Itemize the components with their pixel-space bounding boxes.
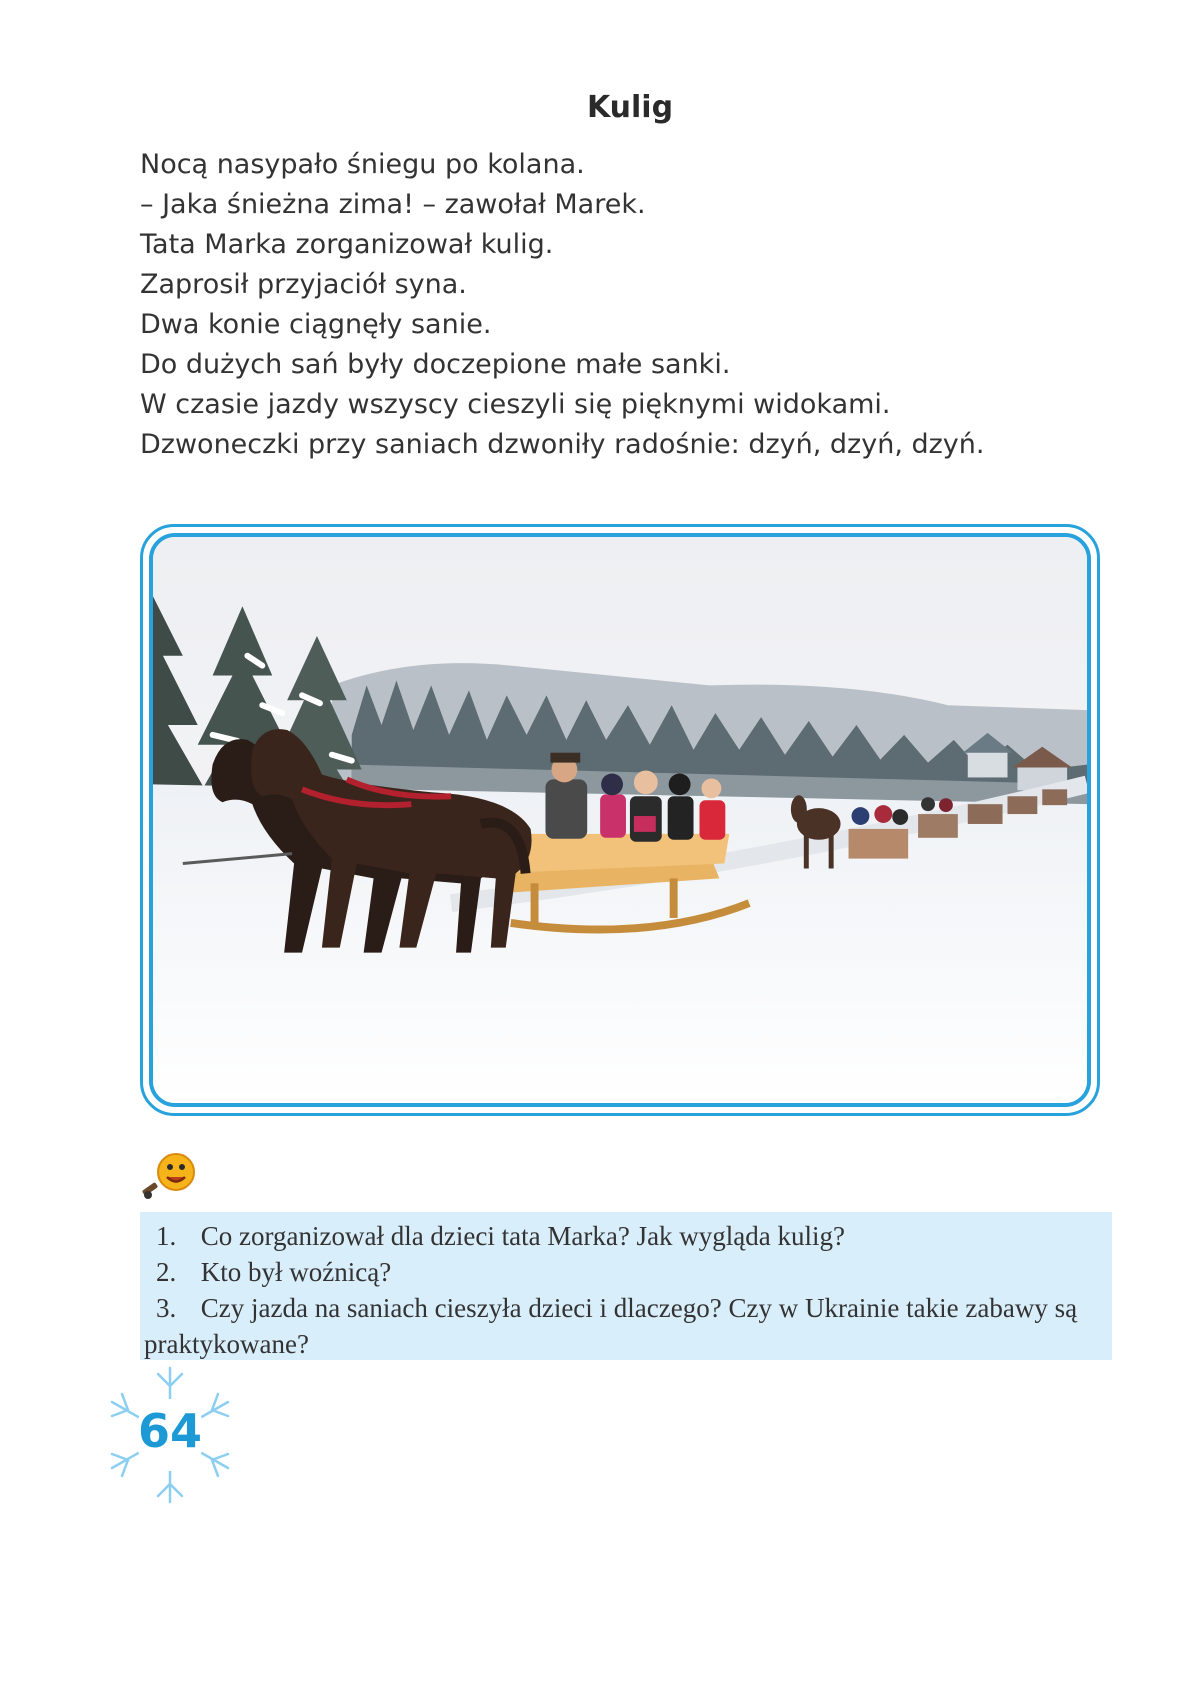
question-number: 1. [156,1221,177,1251]
page-number: 64 [137,1404,202,1458]
question-text: Czy jazda na saniach cieszyła dzieci i dlaczego? Czy w Ukrainie takie zabawy są praktykowane? [144,1293,1078,1359]
story-line: Dzwoneczki przy saniach dzwoniły radośnie: dzyń, dzyń, dzyń. [140,429,985,460]
question-item [144,1218,1108,1254]
story-line: Dwa konie ciągnęły sanie. [140,309,492,340]
story-line: Do dużych sań były doczepione małe sanki. [140,349,731,380]
page-title: Kulig [586,90,674,125]
photo-frame [140,524,1100,1116]
questions-box [140,1212,1112,1360]
question-text: Kto był woźnicą? [200,1257,392,1287]
story-line: Zaprosił przyjaciół syna. [140,269,467,300]
question-number: 2. [156,1257,177,1287]
question-text: Co zorganizował dla dzieci tata Marka? Jak wygląda kulig? [200,1221,846,1251]
story-line: W czasie jazdy wszyscy cieszyli się pięknymi widokami. [140,389,891,420]
story-text [140,145,1120,465]
sleigh-ride-photo [149,533,1091,1107]
question-number: 3. [156,1293,177,1323]
page-number-badge [90,1360,250,1510]
story-line: Tata Marka zorganizował kulig. [140,229,554,260]
smiley-microphone-icon [140,1150,198,1202]
question-item [144,1254,1108,1290]
story-line: – Jaka śnieżna zima! – zawołał Marek. [140,189,646,220]
story-line: Nocą nasypało śniegu po kolana. [140,149,585,180]
question-item [144,1290,1108,1362]
sleigh-scene-icon [153,537,1087,1103]
